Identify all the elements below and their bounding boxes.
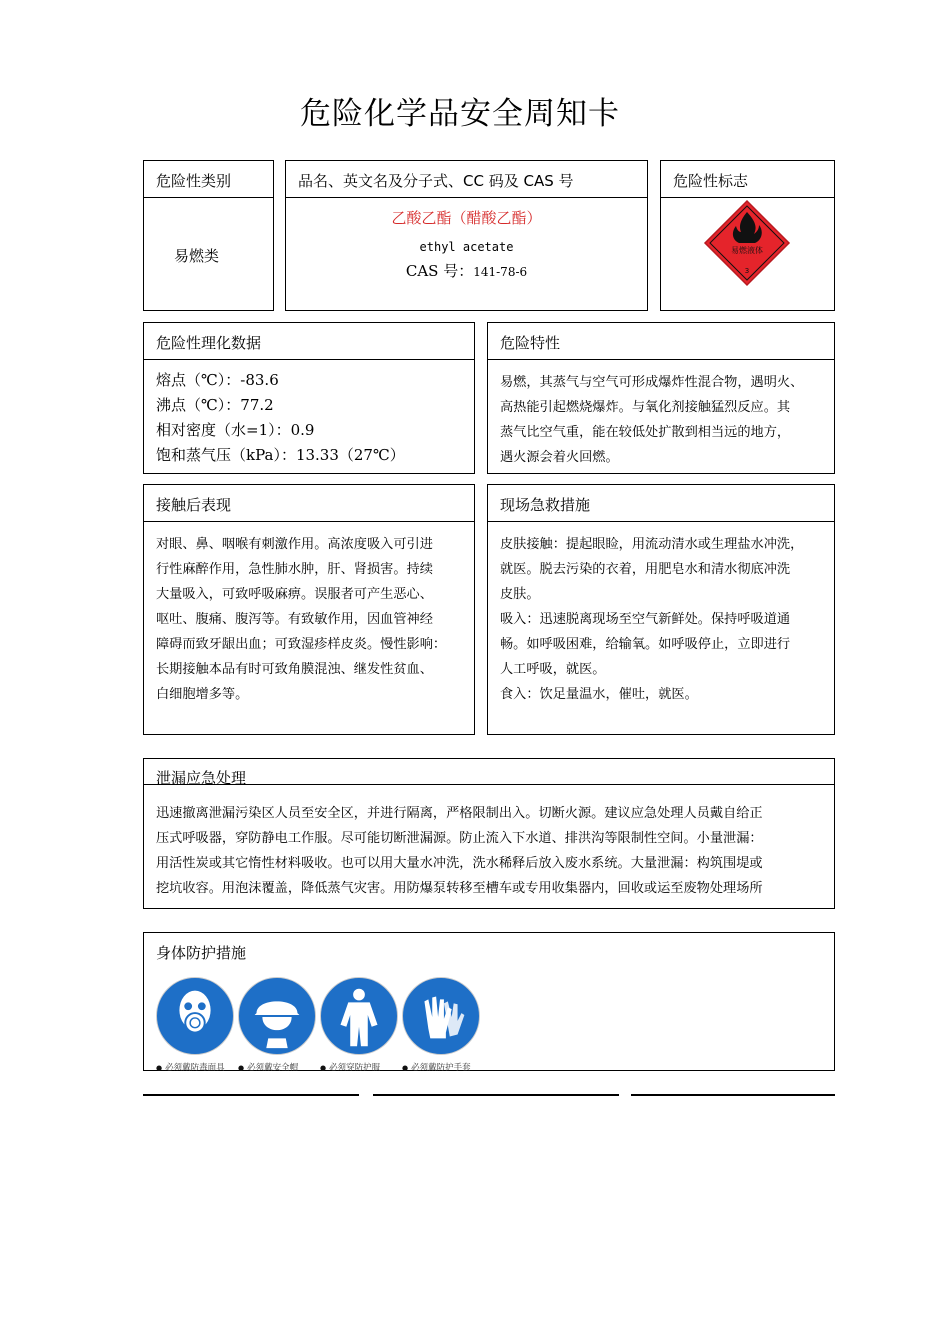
physical-data-list [144,360,474,478]
hazard-sign-header: 危险性标志 [661,161,834,198]
text-line: 呕吐、腹痛、腹泻等。有致敏作用，因血管神经 [156,612,433,627]
product-name-en: ethyl acetate [419,240,514,254]
protection-header: 身体防护措施 [156,944,247,962]
text-line: 易燃，其蒸气与空气可形成爆炸性混合物，遇明火、 [500,375,804,390]
hazard-category-value: 易燃类 [174,247,220,265]
physical-data-box [143,322,475,474]
leak-handling-header [144,759,834,792]
ppe-label: ● 必须穿防护服 [320,1061,400,1073]
product-name-cn: 乙酸乙酯（醋酸乙酯） [391,209,542,227]
hazard-category-header: 危险性类别 [144,161,273,198]
ppe-icon-row [156,977,482,1073]
flammable-liquid-sign-icon [702,198,792,288]
sign-text: 易燃液体 [731,246,763,255]
text-line: 迅速撤离泄漏污染区人员至安全区，并进行隔离，严格限制出入。切断火源。建议应急处理人员戴自给正 [156,806,763,821]
safety-helmet-icon [238,977,316,1055]
text-line: 食入：饮足量温水，催吐，就医。 [500,687,698,702]
first-aid-text [488,522,834,717]
text-line: 白细胞增多等。 [156,687,249,702]
cas-number: 141-78-6 [473,265,528,279]
hazard-properties-text [488,360,834,480]
text-line: 皮肤。 [500,587,540,602]
signature-line [631,1094,835,1096]
text-line: 长期接触本品有时可致角膜混浊、继发性贫血、 [156,662,433,677]
product-cas [286,260,647,281]
exposure-header: 接触后表现 [144,485,474,522]
protective-suit-icon [320,977,398,1055]
hazard-category-box [143,160,274,311]
ppe-item [320,977,400,1073]
ppe-label: ● 必须戴防毒面具 [156,1061,236,1073]
vapor-pressure: 饱和蒸气压（kPa）：13.33（27℃） [156,446,405,464]
ppe-label: ● 必须戴安全帽 [238,1061,318,1073]
text-line: 畅。如呼吸困难，给输氧。如呼吸停止，立即进行 [500,637,791,652]
text-line: 蒸气比空气重，能在较低处扩散到相当远的地方， [500,425,791,440]
protective-gloves-icon [402,977,480,1055]
text-line: 大量吸入，可致呼吸麻痹。误服者可产生恶心、 [156,587,433,602]
leak-handling-box [143,758,835,909]
first-aid-header: 现场急救措施 [488,485,834,522]
relative-density: 相对密度（水=1）：0.9 [156,421,315,439]
physical-data-header: 危险性理化数据 [144,323,474,360]
signature-line [143,1094,359,1096]
first-aid-box [487,484,835,735]
product-box [285,160,648,311]
text-line: 行性麻醉作用，急性肺水肿，肝、肾损害。持续 [156,562,433,577]
header-rule [144,784,834,785]
leak-handling-title: 泄漏应急处理 [156,769,247,787]
text-line: 用活性炭或其它惰性材料吸收。也可以用大量水冲洗，洗水稀释后放入废水系统。大量泄漏：构筑围堤或 [156,856,763,871]
text-line: 对眼、鼻、咽喉有刺激作用。高浓度吸入可引进 [156,537,433,552]
text-line: 吸入：迅速脱离现场至空气新鲜处。保持呼吸道通 [500,612,791,627]
text-line: 高热能引起燃烧爆炸。与氧化剂接触猛烈反应。其 [500,400,791,415]
exposure-text [144,522,474,717]
hazard-properties-box [487,322,835,474]
protection-box [143,932,835,1071]
text-line: 压式呼吸器，穿防静电工作服。尽可能切断泄漏源。防止流入下水道、排洪沟等限制性空间。小量泄漏： [156,831,763,846]
hazard-properties-header: 危险特性 [488,323,834,360]
boiling-point: 沸点（℃）：77.2 [156,396,274,414]
leak-handling-text [144,792,834,911]
hazard-sign-box [660,160,835,311]
exposure-box [143,484,475,735]
text-line: 人工呼吸，就医。 [500,662,606,677]
text-line: 就医。脱去污染的衣着，用肥皂水和清水彻底冲洗 [500,562,791,577]
melting-point: 熔点（℃）：-83.6 [156,371,279,389]
ppe-item [238,977,318,1073]
text-line: 障碍而致牙龈出血；可致湿疹样皮炎。慢性影响： [156,637,447,652]
text-line: 遇火源会着火回燃。 [500,450,619,465]
sign-class-number: 3 [744,267,750,275]
text-line: 挖坑收容。用泡沫覆盖，降低蒸气灾害。用防爆泵转移至槽车或专用收集器内，回收或运至废物处理场所 [156,881,763,896]
ppe-item [402,977,482,1073]
page-title: 危险化学品安全周知卡 [300,96,620,132]
text-line: 皮肤接触：提起眼睑，用流动清水或生理盐水冲洗， [500,537,804,552]
signature-line [373,1094,619,1096]
gas-mask-icon [156,977,234,1055]
cas-label: CAS 号： [405,262,474,280]
ppe-item [156,977,236,1073]
ppe-label: ● 必须戴防护手套 [402,1061,482,1073]
product-header: 品名、英文名及分子式、CC 码及 CAS 号 [286,161,647,198]
